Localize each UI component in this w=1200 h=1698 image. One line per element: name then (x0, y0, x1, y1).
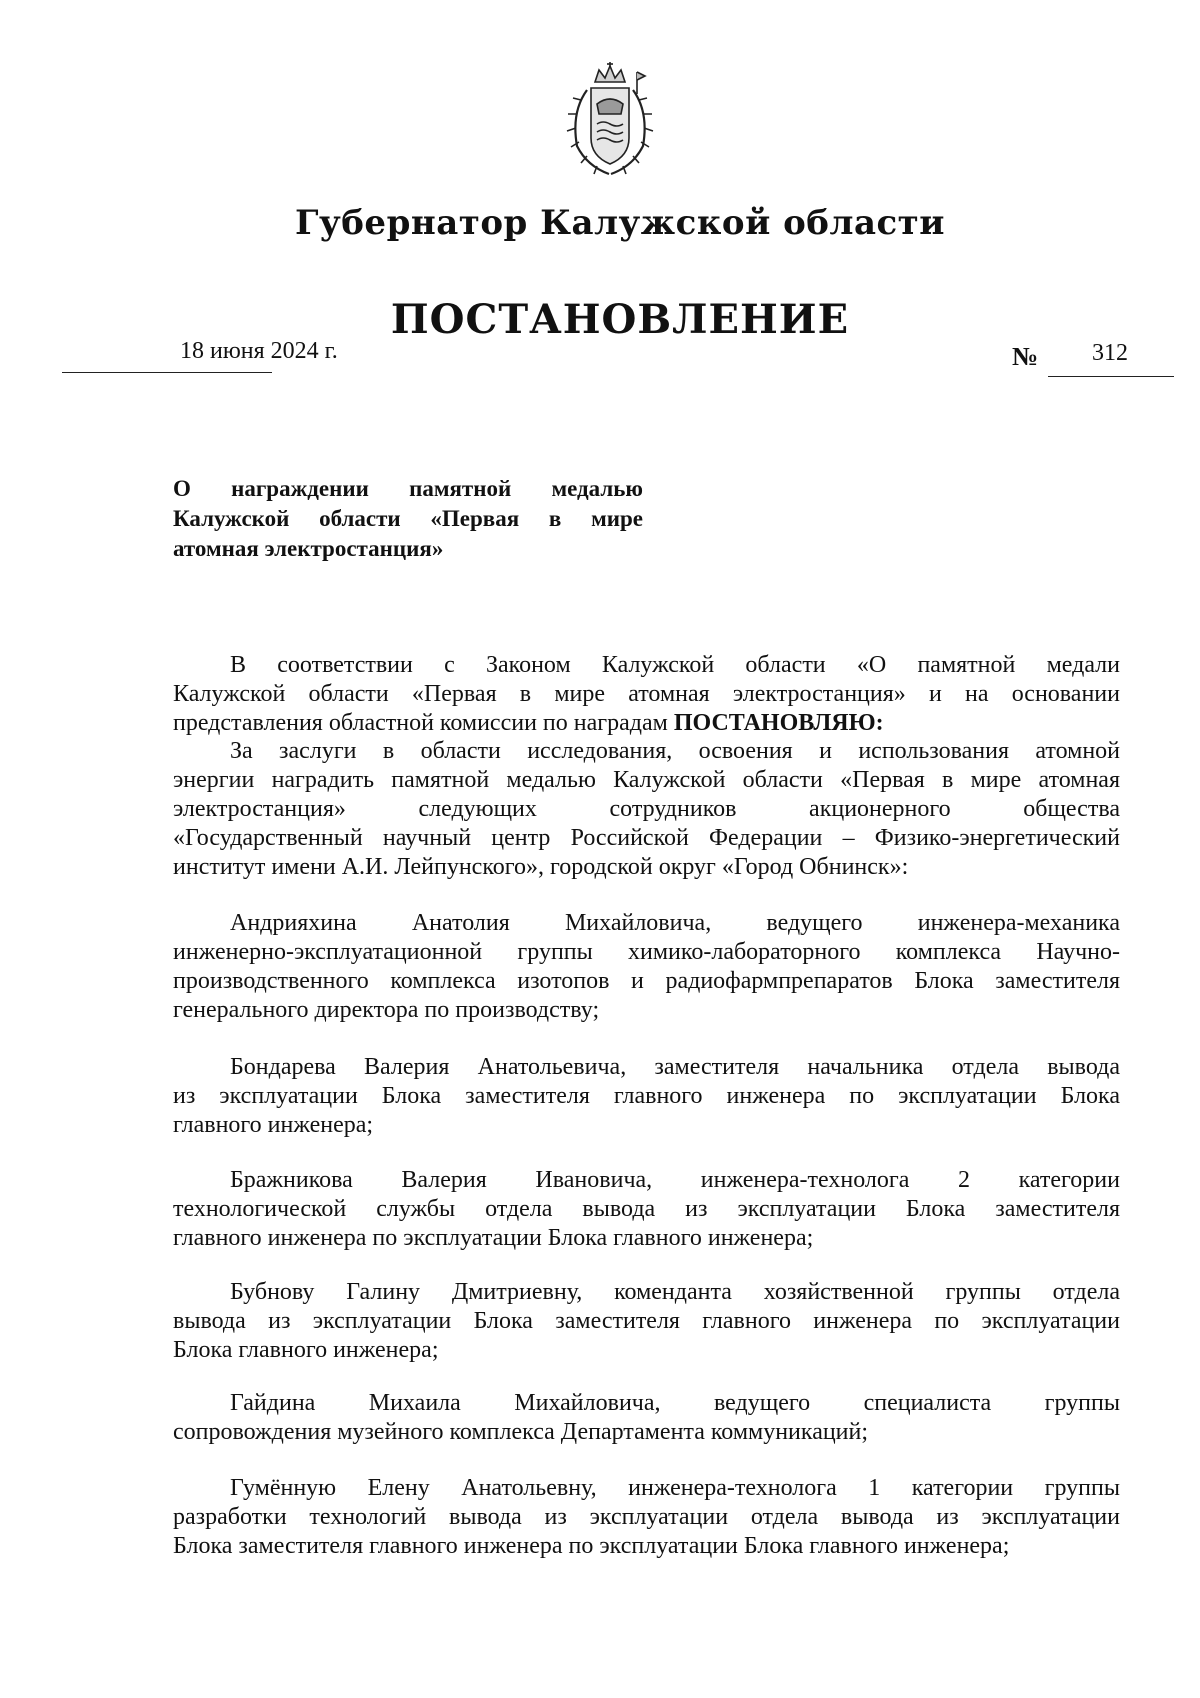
text-line-part: представления областной комиссии по наградам (173, 710, 674, 736)
text-line: Блока главного инженера; (173, 1337, 439, 1363)
text-line: технологической службы отдела вывода из эксплуатации Блока заместителя (173, 1196, 1120, 1222)
text-line: инженерно-эксплуатационной группы химико-лабораторного комплекса Научно- (173, 939, 1120, 965)
date-underline (62, 372, 272, 373)
number-field (1012, 342, 1172, 382)
text-line: институт имени А.И. Лейпунского», городской округ «Город Обнинск»: (173, 854, 909, 880)
text-line: Бубнову Галину Дмитриевну, коменданта хозяйственной группы отдела (230, 1279, 1120, 1305)
subject-line: атомная электростанция» (173, 536, 444, 561)
text-line: Гайдина Михаила Михайловича, ведущего специалиста группы (230, 1390, 1120, 1416)
text-line: За заслуги в области исследования, освоения и использования атомной (230, 738, 1120, 764)
award-paragraph (173, 737, 1120, 882)
awardee-paragraph (173, 1053, 1120, 1140)
number-underline (1048, 376, 1174, 377)
text-line: производственного комплекса изотопов и радиофармпрепаратов Блока заместителя (173, 968, 1120, 994)
text-line: главного инженера по эксплуатации Блока главного инженера; (173, 1225, 814, 1251)
coat-of-arms-emblem (557, 60, 663, 180)
text-line: энергии наградить памятной медалью Калужской области «Первая в мире атомная (173, 767, 1120, 793)
text-line: главного инженера; (173, 1112, 374, 1138)
text-line: сопровождения музейного комплекса Департамента коммуникаций; (173, 1419, 869, 1445)
text-line: Гумённую Елену Анатольевну, инженера-технолога 1 категории группы (230, 1475, 1120, 1501)
issuer-title: Губернатор Калужской области (295, 203, 945, 243)
preamble-paragraph (173, 651, 1120, 738)
document-date: 18 июня 2024 г. (180, 338, 338, 364)
document-subject (173, 474, 643, 564)
subject-line: О награждении памятной медалью (173, 476, 643, 501)
document-number: 312 (1092, 340, 1128, 366)
text-line: Бражникова Валерия Ивановича, инженера-технолога 2 категории (230, 1167, 1120, 1193)
text-line: электростанция» следующих сотрудников акционерного общества (173, 796, 1120, 822)
number-sign: № (1012, 342, 1039, 371)
awardee-paragraph (173, 909, 1120, 1025)
text-line: В соответствии с Законом Калужской области «О памятной медали (230, 652, 1120, 678)
awardee-paragraph (173, 1474, 1120, 1561)
awardee-paragraph (173, 1278, 1120, 1365)
text-line: разработки технологий вывода из эксплуатации отдела вывода из эксплуатации (173, 1504, 1120, 1530)
subject-line: Калужской области «Первая в мире (173, 506, 643, 531)
awardee-paragraph (173, 1389, 1120, 1447)
text-line: Калужской области «Первая в мире атомная электростанция» и на основании (173, 681, 1120, 707)
text-line (173, 709, 1120, 738)
awardee-paragraph (173, 1166, 1120, 1253)
document-type-heading: ПОСТАНОВЛЕНИЕ (390, 296, 850, 343)
text-line: Бондарева Валерия Анатольевича, заместителя начальника отдела вывода (230, 1054, 1120, 1080)
text-line: «Государственный научный центр Российской Федерации – Физико-энергетический (173, 825, 1120, 851)
text-line: вывода из эксплуатации Блока заместителя главного инженера по эксплуатации (173, 1308, 1120, 1334)
text-line: Блока заместителя главного инженера по эксплуатации Блока главного инженера; (173, 1533, 1010, 1559)
text-line: Андрияхина Анатолия Михайловича, ведущего инженера-механика (230, 910, 1120, 936)
text-line: из эксплуатации Блока заместителя главного инженера по эксплуатации Блока (173, 1083, 1120, 1109)
decree-word: ПОСТАНОВЛЯЮ: (673, 710, 884, 736)
text-line: генерального директора по производству; (173, 997, 600, 1023)
